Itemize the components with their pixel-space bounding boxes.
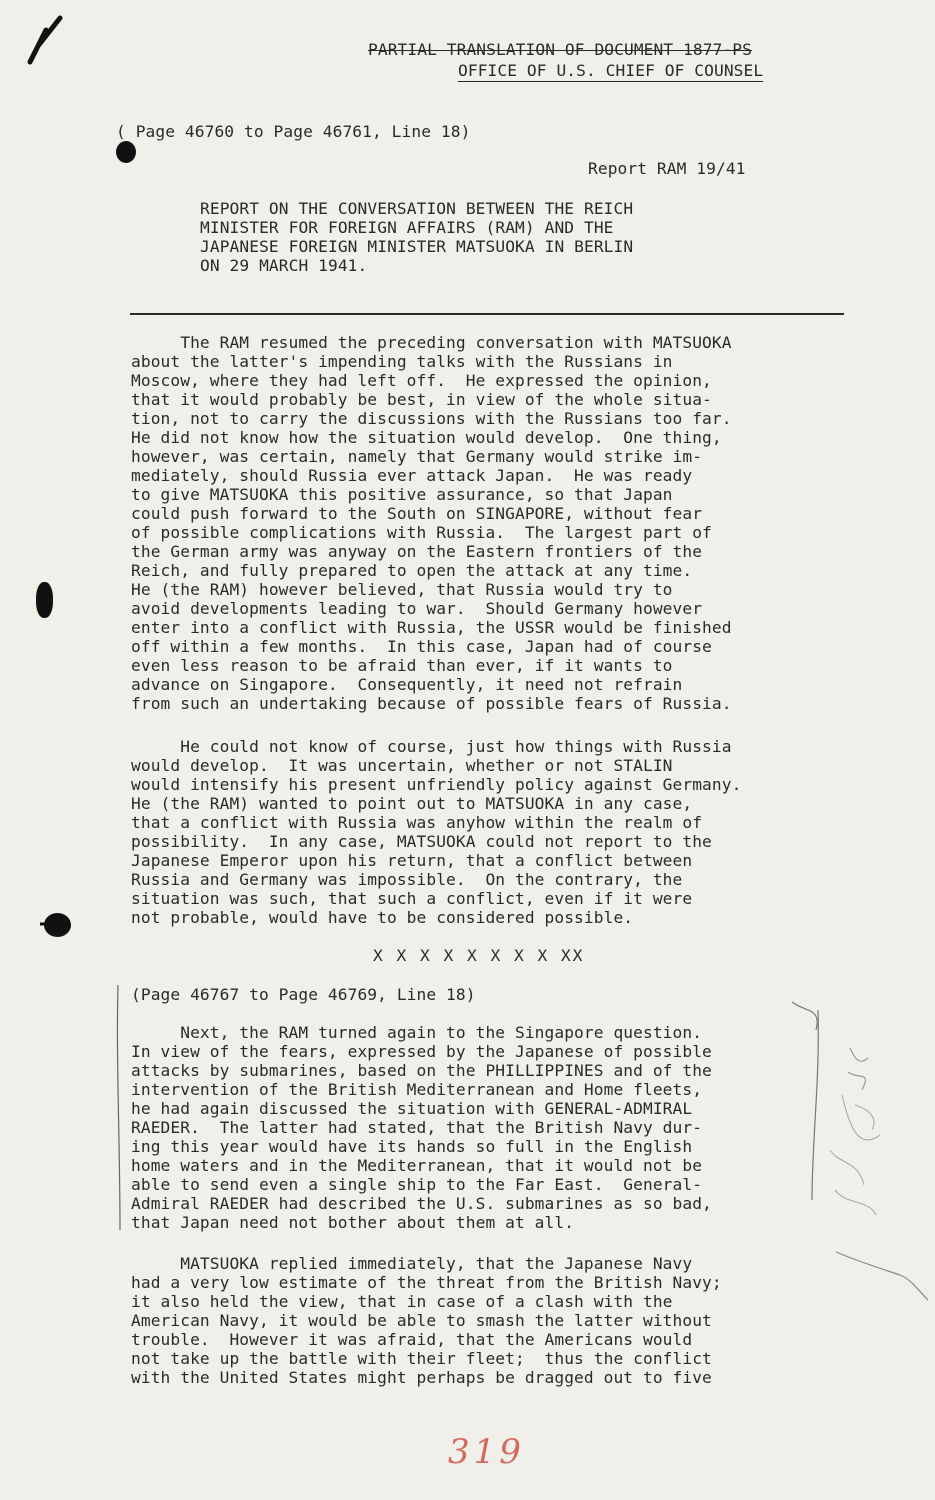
margin-sweep-line — [836, 1252, 928, 1300]
page-reference-2: (Page 46767 to Page 46769, Line 18) — [131, 985, 476, 1004]
margin-scribble-3 — [830, 1150, 876, 1215]
report-title: REPORT ON THE CONVERSATION BETWEEN THE REICH MINISTER FOR FOREIGN AFFAIRS (RAM) AND THE JAPANESE FOREIGN MINISTER MATSUOKA IN BERLIN ON 29 MARCH 1941. — [200, 199, 634, 275]
paragraph-2: He could not know of course, just how things with Russia would develop. It was uncertain, whether or not STALIN would intensify his present unfriendly policy against Germany. He (the RAM) wanted to point out to MATSUOKA in any case, that a conflict with Russia was anyhow within the realm of possibility. In any case, MATSUOKA could not report to the Japanese Emperor upon his return, that a conflict between Russia and Germany was impossible. On the contrary, the situation was such, that such a conflict, even if it were not probable, would have to be considered possible. — [131, 737, 742, 927]
margin-scribble-1 — [848, 1048, 868, 1090]
margin-scribble-2 — [842, 1095, 880, 1140]
page-reference-1: ( Page 46760 to Page 46761, Line 18) — [116, 122, 471, 141]
report-number: Report RAM 19/41 — [588, 159, 746, 178]
header-line-1: PARTIAL TRANSLATION OF DOCUMENT 1877-PS — [368, 40, 752, 59]
margin-bracket-left — [117, 985, 120, 1230]
corner-pen-mark — [30, 18, 60, 62]
margin-bracket-right — [812, 1010, 818, 1200]
margin-hook-mark — [792, 1002, 817, 1030]
section-separator: X X X X X X X X XX — [373, 946, 585, 965]
paragraph-4: MATSUOKA replied immediately, that the Japanese Navy had a very low estimate of the threat from the British Navy; it also held the view, that in case of a clash with the American Navy, it would be able to smash the latter without trouble. However it was afraid, that the Americans would not take up the battle with their fleet; thus the conflict with the United States might perhaps be dragged out to five — [131, 1254, 722, 1387]
paragraph-1: The RAM resumed the preceding conversation with MATSUOKA about the latter's impending talks with the Russians in Moscow, where they had left off. He expressed the opinion, that it would probably be best, in view of the whole situa- tion, not to carry the discussions with the Russians too far. He did not know how the situation would develop. One thing, however, was certain, namely that Germany would strike im- mediately, should Russia ever attack Japan. He was ready to give MATSUOKA this positive assurance, so that Japan could push forward to the South on SINGAPORE, without fear of possible complications with Russia. The largest part of the German army was anyway on the Eastern frontiers of the Reich, and fully prepared to open the attack at any time. He (the RAM) however believed, that Russia would try to avoid developments leading to war. Should Germany however enter into a conflict with Russia, the USSR would be finished off within a few months. In this case, Japan had of course even less reason to be afraid than ever, if it wants to advance on Singapore. Consequently, it need not refrain from such an undertaking because of possible fears of Russia. — [131, 333, 732, 713]
paragraph-3: Next, the RAM turned again to the Singapore question. In view of the fears, expressed by the Japanese of possible attacks by submarines, based on the PHILLIPPINES and of the intervention of the British Mediterranean and Home fleets, he had again discussed the situation with GENERAL-ADMIRAL RAEDER. The latter had stated, that the British Navy dur- ing this year would have its hands so full in the English home waters and in the Mediterranean, that it would not be able to send even a single ship to the Far East. General- Admiral RAEDER had described the U.S. submarines as so bad, that Japan need not bother about them at all. — [131, 1023, 712, 1232]
header-line-2: OFFICE OF U.S. CHIEF OF COUNSEL — [458, 61, 764, 80]
page-number-stamp: 319 — [448, 1432, 525, 1472]
